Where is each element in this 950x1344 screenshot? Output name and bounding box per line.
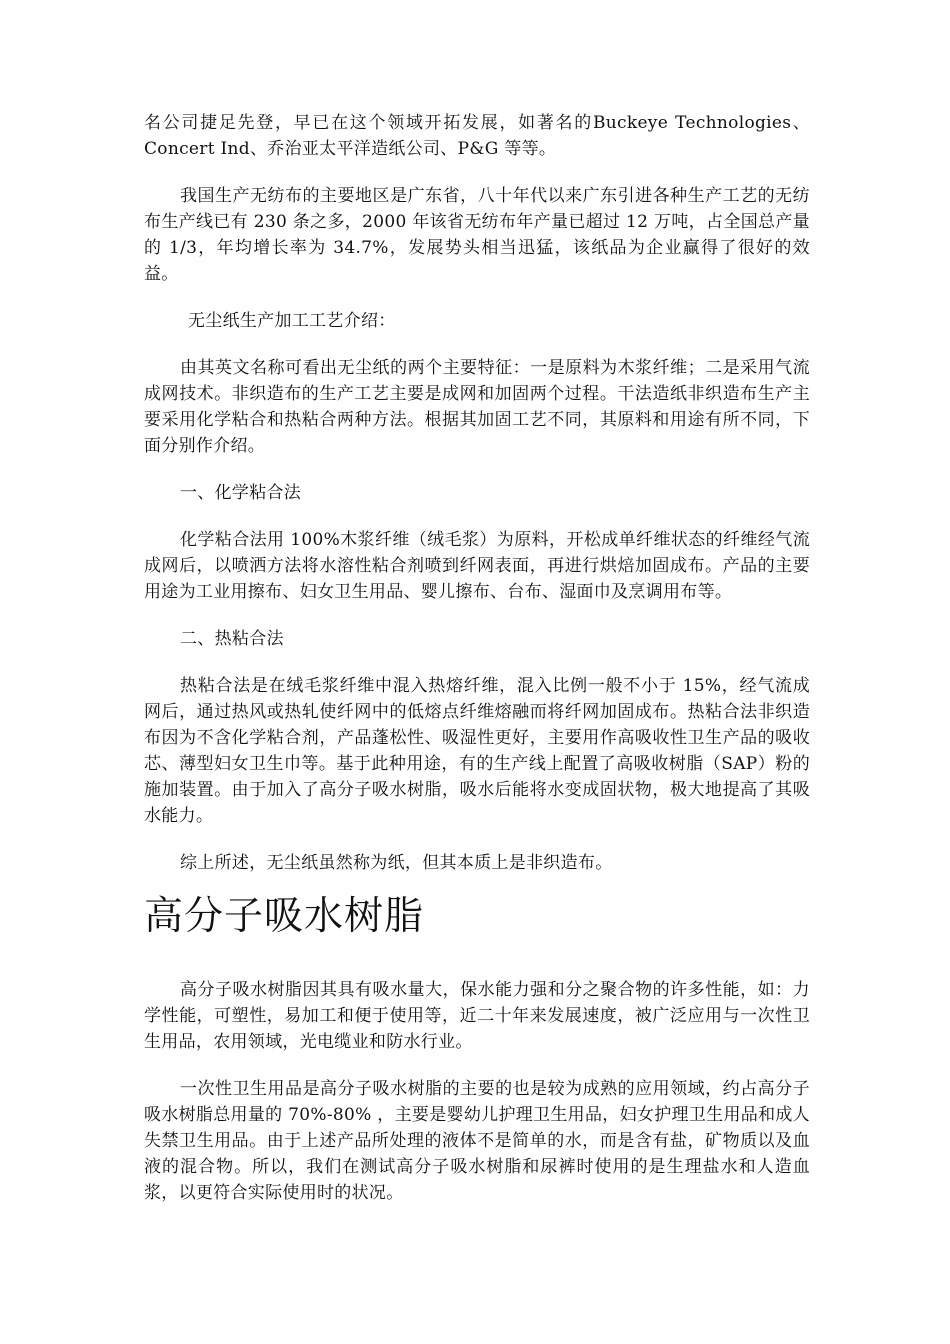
paragraph-sap-intro: 高分子吸水树脂因其具有吸水量大，保水能力强和分之聚合物的许多性能，如：力学性能，可塑性，易加工和便于使用等，近二十年来发展速度，被广泛应用与一次性卫生用品，农用领域，光电缆业和防水行业。 <box>144 980 810 1052</box>
paragraph-sap-hygiene: 一次性卫生用品是高分子吸水树脂的主要的也是较为成熟的应用领域，约占高分子吸水树脂总用量的 70%-80% ，主要是婴幼儿护理卫生用品，妇女护理卫生用品和成人失禁卫生用品。由于上述产品所处理的液体不是简单的水，而是含有盐，矿物质以及血液的混合物。所以，我们在测试高分子吸水树脂和尿裤时使用的是生理盐水和人造血浆，以更符合实际使用时的状况。 <box>144 1079 810 1203</box>
paragraph-thermal-bonding: 热粘合法是在绒毛浆纤维中混入热熔纤维，混入比例一般不小于 15%，经气流成网后，通过热风或热轧使纤网中的低熔点纤维熔融而将纤网加固成布。热粘合法非织造布因为不含化学粘合剂，产品蓬松性、吸湿性更好，主要用作高吸收性卫生产品的吸收芯、薄型妇女卫生巾等。基于此种用途，有的生产线上配置了高吸收树脂（SAP）粉的施加装置。由于加入了高分子吸水树脂，吸水后能将水变成固状物，极大地提高了其吸水能力。 <box>144 676 810 826</box>
paragraph-chemical-bonding: 化学粘合法用 100%木浆纤维（绒毛浆）为原料，开松成单纤维状态的纤维经气流成网后，以喷洒方法将水溶性粘合剂喷到纤网表面，再进行烘焙加固成布。产品的主要用途为工业用擦布、妇女卫生用品、婴儿擦布、台布、湿面巾及烹调用布等。 <box>144 530 810 602</box>
document-body <box>144 110 810 1227</box>
paragraph-guangdong: 我国生产无纺布的主要地区是广东省，八十年代以来广东引进各种生产工艺的无纺布生产线已有 230 条之多，2000 年该省无纺布年产量已超过 12 万吨，占全国总产量的 1/3，年均增长率为 34.7%，发展势头相当迅猛，该纸品为企业赢得了很好的效益。 <box>144 186 810 284</box>
subheading-chemical-bonding: 一、化学粘合法 <box>180 483 302 503</box>
paragraph-companies: 名公司捷足先登，早已在这个领域开拓发展，如著名的Buckeye Technologies、Concert Ind、乔治亚太平洋造纸公司、P&G 等等。 <box>144 113 810 159</box>
paragraph-summary: 综上所述，无尘纸虽然称为纸，但其本质上是非织造布。 <box>180 853 613 873</box>
section-heading-sap: 高分子吸水树脂 <box>144 894 425 939</box>
subheading-thermal-bonding: 二、热粘合法 <box>180 629 284 649</box>
subheading-process-intro: 无尘纸生产加工工艺介绍： <box>188 311 396 331</box>
paragraph-features: 由其英文名称可看出无尘纸的两个主要特征：一是原料为木浆纤维；二是采用气流成网技术。非织造布的生产工艺主要是成网和加固两个过程。干法造纸非织造布生产主要采用化学粘合和热粘合两种方法。根据其加固工艺不同，其原料和用途有所不同，下面分别作介绍。 <box>144 358 810 456</box>
